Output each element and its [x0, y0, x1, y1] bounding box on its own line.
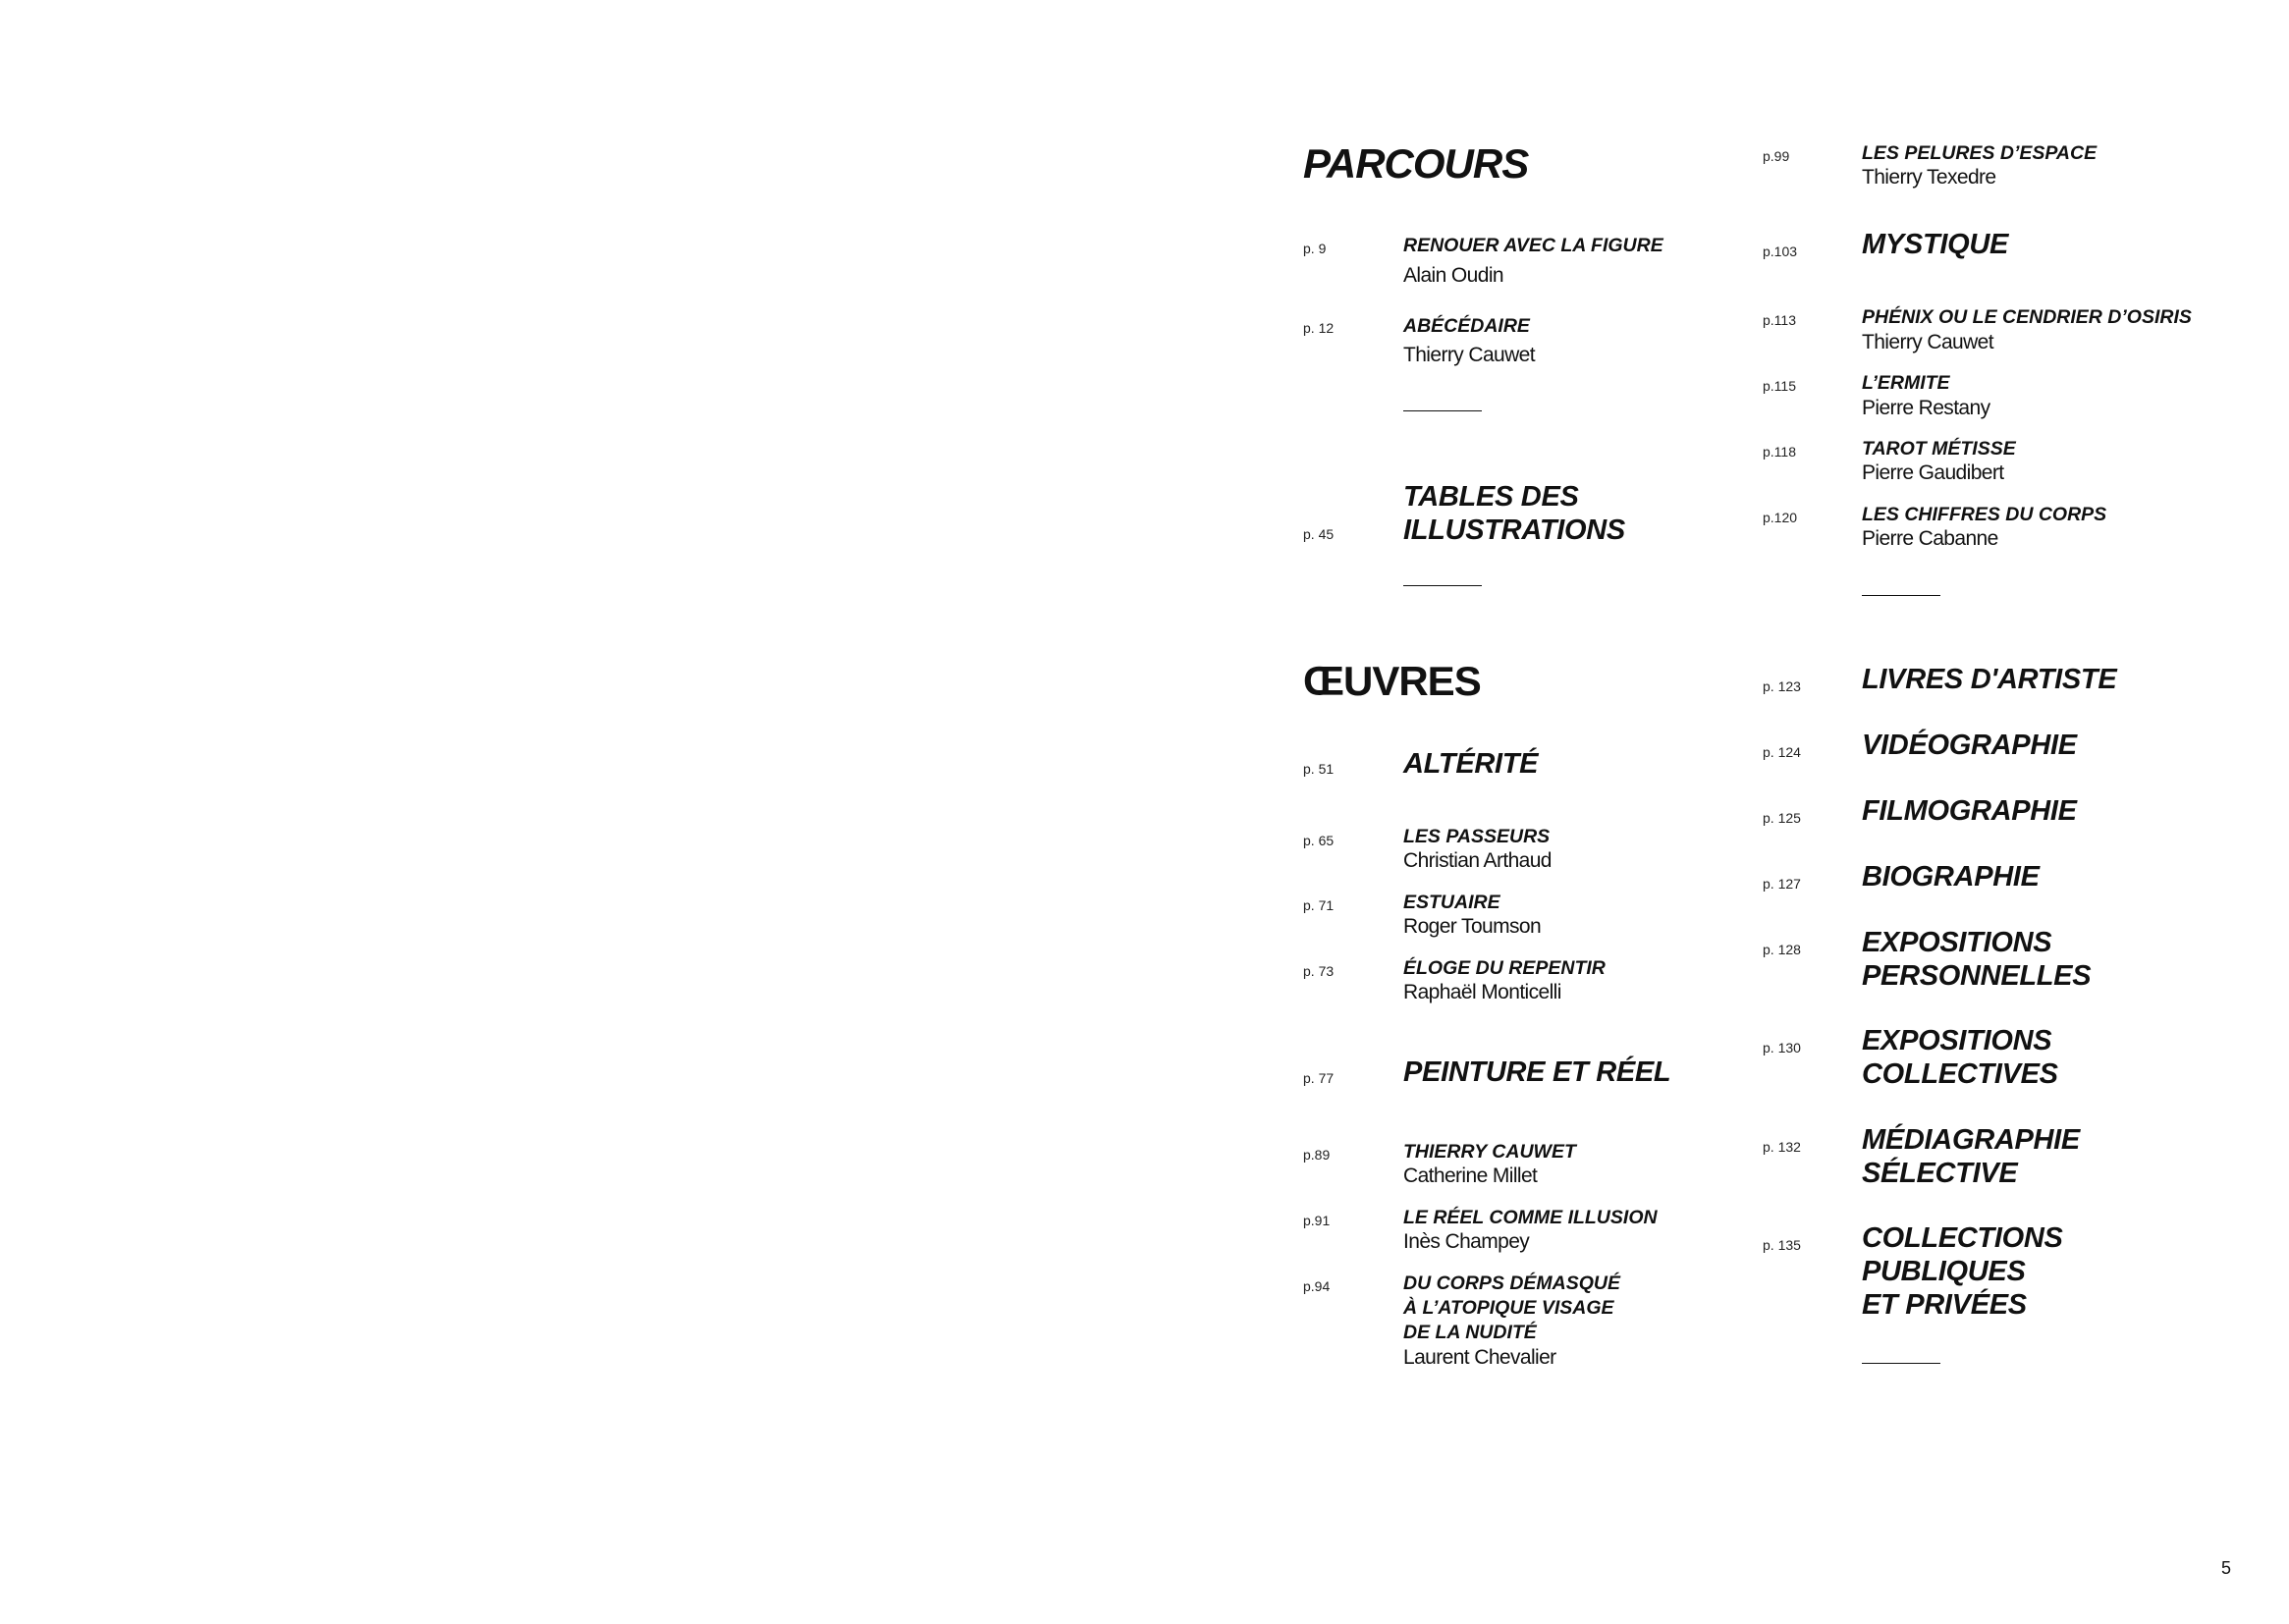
entry-title: RENOUER AVEC LA FIGURE — [1403, 235, 1663, 256]
entry-title: LE RÉEL COMME ILLUSION — [1403, 1207, 1658, 1228]
page-number: p.118 — [1763, 444, 1796, 460]
title-line: PUBLIQUES — [1862, 1256, 2026, 1287]
entry-author: Pierre Cabanne — [1862, 527, 1998, 550]
title-line: DU CORPS DÉMASQUÉ — [1403, 1272, 1621, 1294]
title-line: À L’ATOPIQUE VISAGE — [1403, 1297, 1614, 1319]
divider-rule — [1403, 410, 1482, 411]
page-number: p. 77 — [1303, 1070, 1335, 1086]
title-line: ILLUSTRATIONS — [1403, 514, 1625, 546]
entry-author: Thierry Cauwet — [1403, 344, 1535, 366]
entry-title-large — [1862, 1123, 2080, 1190]
entry-title-large: VIDÉOGRAPHIE — [1862, 730, 2077, 761]
entry-title-large — [1862, 1024, 2058, 1091]
entry-title: LES PASSEURS — [1403, 826, 1551, 847]
title-line: DE LA NUDITÉ — [1403, 1322, 1537, 1343]
page-folio: 5 — [2221, 1558, 2232, 1578]
entry-title-large: FILMOGRAPHIE — [1862, 795, 2077, 827]
page-number: p.115 — [1763, 378, 1796, 394]
title-line: MÉDIAGRAPHIE — [1862, 1124, 2080, 1156]
entry-author: Pierre Gaudibert — [1862, 461, 2004, 484]
divider-rule — [1862, 1363, 1940, 1364]
entry-author: Pierre Restany — [1862, 397, 1990, 419]
section-title-oeuvres: ŒUVRES — [1303, 658, 1481, 704]
entry-title-large: MYSTIQUE — [1862, 229, 2009, 260]
page-number: p.120 — [1763, 510, 1798, 525]
entry-title-large — [1403, 480, 1625, 547]
page-number: p. 132 — [1763, 1139, 1801, 1155]
entry-author: Thierry Cauwet — [1862, 331, 1993, 353]
page-number: p. 135 — [1763, 1237, 1801, 1253]
section-title-parcours: PARCOURS — [1303, 140, 1529, 187]
entry-author: Thierry Texedre — [1862, 166, 1996, 189]
page-number: p. 51 — [1303, 761, 1335, 777]
entry-author: Alain Oudin — [1403, 264, 1503, 287]
page-number: p.113 — [1763, 312, 1796, 328]
entry-author: Laurent Chevalier — [1403, 1346, 1556, 1369]
entry-title: ÉLOGE DU REPENTIR — [1403, 957, 1606, 979]
page-number: p.103 — [1763, 244, 1798, 259]
page-number: p. 130 — [1763, 1040, 1801, 1056]
title-line: PERSONNELLES — [1862, 960, 2092, 992]
page-number: p. 124 — [1763, 744, 1801, 760]
entry-title: PHÉNIX OU LE CENDRIER D’OSIRIS — [1862, 306, 2192, 328]
entry-author: Roger Toumson — [1403, 915, 1542, 938]
entry-title: THIERRY CAUWET — [1403, 1141, 1576, 1163]
title-line: COLLECTIVES — [1862, 1058, 2058, 1090]
entry-title-large — [1862, 926, 2091, 993]
entry-title: ESTUAIRE — [1403, 892, 1500, 913]
entry-author: Christian Arthaud — [1403, 849, 1552, 872]
title-line: ET PRIVÉES — [1862, 1289, 2027, 1321]
page-number: p. 9 — [1303, 241, 1327, 256]
entry-title: LES PELURES D’ESPACE — [1862, 142, 2098, 164]
divider-rule — [1403, 585, 1482, 586]
entry-title-large — [1862, 1221, 2063, 1322]
divider-rule — [1862, 595, 1940, 596]
entry-title: L’ERMITE — [1862, 372, 1950, 394]
page-number: p. 128 — [1763, 942, 1801, 957]
page-number: p. 125 — [1763, 810, 1801, 826]
entry-author: Catherine Millet — [1403, 1164, 1538, 1187]
entry-title: ABÉCÉDAIRE — [1403, 315, 1530, 337]
page-number: p. 12 — [1303, 320, 1335, 336]
entry-title-large: BIOGRAPHIE — [1862, 861, 2040, 893]
page-number: p. 65 — [1303, 833, 1335, 848]
title-line: TABLES DES — [1403, 481, 1579, 513]
page-number: p. 71 — [1303, 897, 1335, 913]
entry-author: Inès Champey — [1403, 1230, 1530, 1253]
title-line: COLLECTIONS — [1862, 1222, 2063, 1254]
entry-title-large: ALTÉRITÉ — [1403, 748, 1539, 780]
title-line: SÉLECTIVE — [1862, 1158, 2018, 1189]
page-number: p.99 — [1763, 148, 1790, 164]
entry-title-large: LIVRES D'ARTISTE — [1862, 664, 2117, 695]
entry-author: Raphaël Monticelli — [1403, 981, 1561, 1003]
page-number: p. 127 — [1763, 876, 1801, 892]
page-number: p.94 — [1303, 1278, 1331, 1294]
entry-title: TAROT MÉTISSE — [1862, 438, 2016, 460]
page-number: p.89 — [1303, 1147, 1331, 1163]
title-line: EXPOSITIONS — [1862, 1025, 2052, 1056]
entry-title — [1403, 1272, 1620, 1345]
page-number: p. 73 — [1303, 963, 1335, 979]
page-number: p. 123 — [1763, 678, 1801, 694]
entry-title-large: PEINTURE ET RÉEL — [1403, 1056, 1671, 1088]
page-number: p. 45 — [1303, 526, 1335, 542]
page-number: p.91 — [1303, 1213, 1331, 1228]
entry-title: LES CHIFFRES DU CORPS — [1862, 504, 2107, 525]
title-line: EXPOSITIONS — [1862, 927, 2052, 958]
